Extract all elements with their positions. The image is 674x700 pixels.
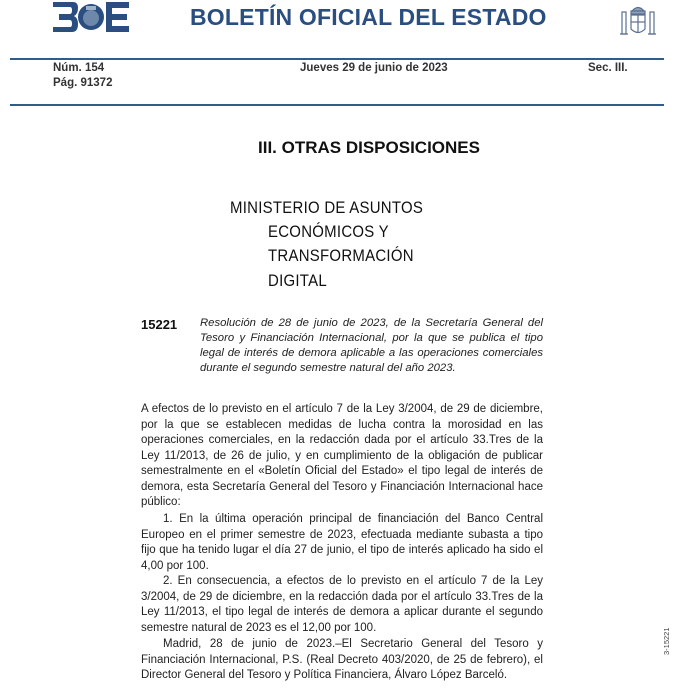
intro-paragraph: A efectos de lo previsto en el artículo 7 de la Ley 3/2004, de 29 de diciembre, por la que se establecen medidas de lucha contra la morosidad en las operaciones comerciales, en la redacción dada por el artículo 33.Tres de la Ley 11/2013, de 26 de julio, y en cumplimiento de la obligación de publicar semestralmente en el «Boletín Oficial del Estado» el tipo legal de interés de demora, esta Secretaría General del Tesoro y Financiación Internacional hace público: [141,403,543,508]
section-code: Sec. III. [588,62,628,74]
document-code: 3-15221 [662,627,671,655]
ministry-line: MINISTERIO DE ASUNTOS [230,198,424,217]
header-rule-bottom [10,104,664,106]
ministry-line: ECONÓMICOS Y [268,222,389,241]
issue-number: Núm. 154 [53,62,105,74]
resolution-number: 15221 [141,317,178,332]
ministry-line: DIGITAL [268,271,327,290]
signature-paragraph: Madrid, 28 de junio de 2023.–El Secretario General del Tesoro y Financiación Internacional, P.S. (Real Decreto 403/2020, de 25 de febrero), el Director General del Tesoro y Política Financiera, Álvaro López Barceló. [141,638,543,681]
list-item: 1. En la última operación principal de financiación del Banco Central Europeo en el primer semestre de 2023, efectuada mediante subasta a tipo fijo que ha tenido lugar el día 27 de junio, el tipo de interés aplicado ha sido el 4,00 por 100. [141,513,543,572]
coat-of-arms-icon [618,2,658,40]
list-item: 2. En consecuencia, a efectos de lo previsto en el artículo 7 de la Ley 3/2004, de 29 de diciembre, en la redacción dada por el artículo 33.Tres de la Ley 11/2013, el tipo legal de interés de demora a aplicar durante el segundo semestre natural de 2023 es el 12,00 por 100. [141,575,543,634]
header-rule-top [10,58,664,60]
issue-date: Jueves 29 de junio de 2023 [300,62,448,74]
section-title: III. OTRAS DISPOSICIONES [258,138,480,157]
boe-logo [53,2,129,32]
ministry-line: TRANSFORMACIÓN [268,246,414,265]
page-number: Pág. 91372 [53,77,113,89]
resolution-summary: Resolución de 28 de junio de 2023, de la Secretaría General del Tesoro y Financiación Internacional, por la que se publica el tipo legal de interés de demora aplicable a las operaciones comerciales durante el segundo semestre natural del año 2023. [200,317,543,374]
gazette-title: BOLETÍN OFICIAL DEL ESTADO [190,4,547,30]
